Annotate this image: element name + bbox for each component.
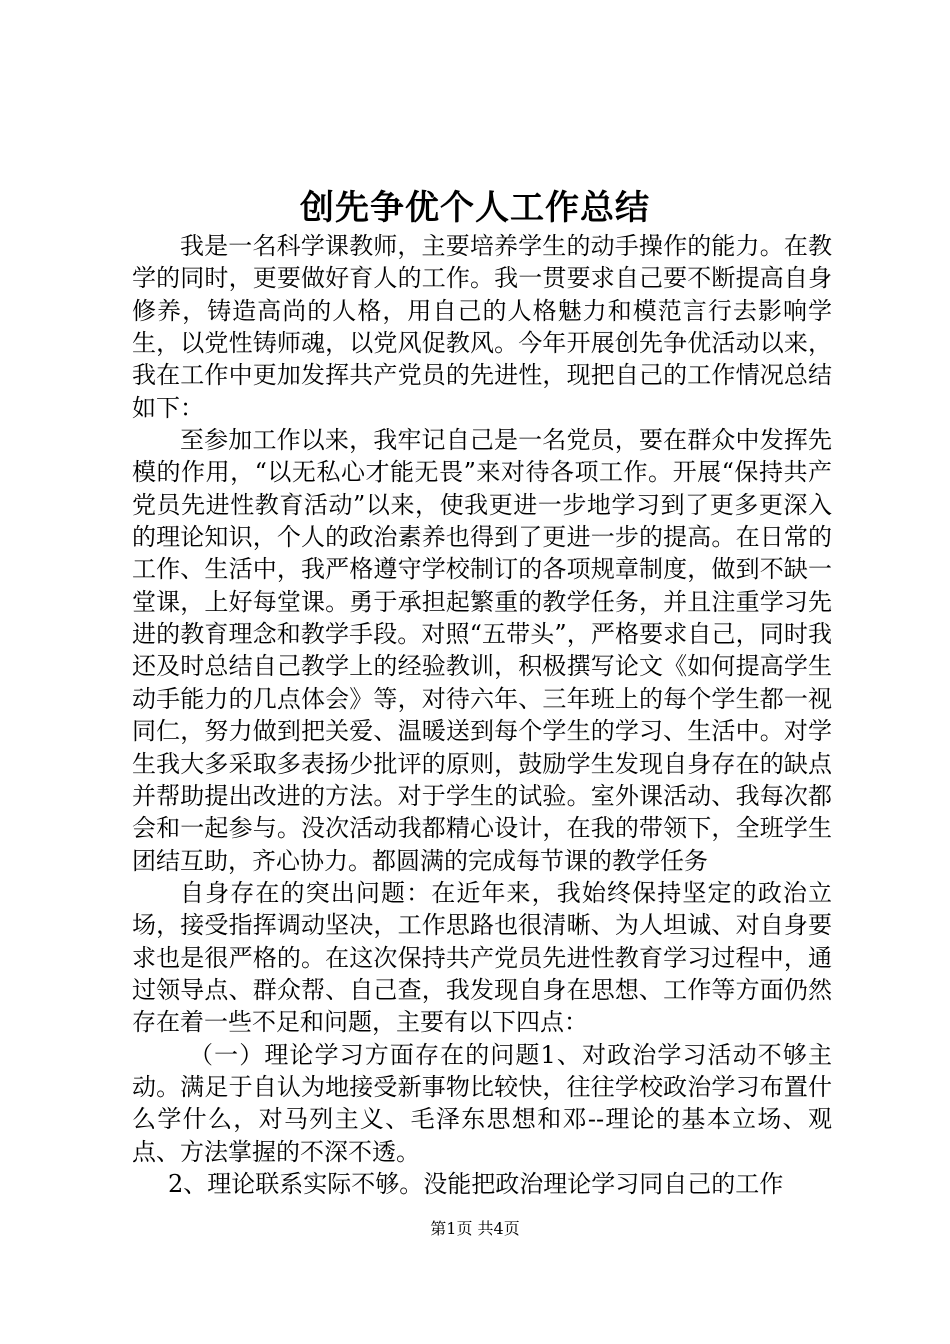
paragraph-problems: 自身存在的突出问题：在近年来，我始终保持坚定的政治立场，接受指挥调动坚决，工作思路也很清晰、为人坦诚、对自身要求也是很严格的。在这次保持共产党员先进性教育学习过程中，通过领导点、群众帮、自己查，我发现自身在思想、工作等方面仍然存在着一些不足和问题，主要有以下四点： (132, 878, 832, 1037)
document-title: 创先争优个人工作总结 (300, 188, 650, 228)
page-number-footer: 第1页 共4页 (430, 1219, 520, 1238)
paragraph-intro: 我是一名科学课教师，主要培养学生的动手操作的能力。在教学的同时，更要做好育人的工作。我一贯要求自己要不断提高自身修养，铸造高尚的人格，用自己的人格魅力和模范言行去影响学生，以党性铸师魂，以党风促教风。今年开展创先争优活动以来，我在工作中更加发挥共产党员的先进性，现把自己的工作情况总结如下： (132, 232, 832, 422)
paragraph-theory-study: （一）理论学习方面存在的问题1、对政治学习活动不够主动。满足于自认为地接受新事物比较快，往往学校政治学习布置什么学什么，对马列主义、毛泽东思想和邓--理论的基本立场、观点、方法掌握的不深不透。 (132, 1040, 832, 1166)
paragraph-work-review: 至参加工作以来，我牢记自己是一名党员，要在群众中发挥先模的作用，“以无私心才能无畏”来对待各项工作。开展“保持共产党员先进性教育活动”以来，使我更进一步地学习到了更多更深入的理论知识，个人的政治素养也得到了更进一步的提高。在日常的工作、生活中，我严格遵守学校制订的各项规章制度，做到不缺一堂课，上好每堂课。勇于承担起繁重的教学任务，并且注重学习先进的教育理念和教学手段。对照“五带头”，严格要求自己，同时我还及时总结自己教学上的经验教训，积极撰写论文《如何提高学生动手能力的几点体会》等，对待六年、三年班上的每个学生都一视同仁，努力做到把关爱、温暖送到每个学生的学习、生活中。对学生我大多采取多表扬少批评的原则，鼓励学生发现自身存在的缺点并帮助提出改进的方法。对于学生的试验。室外课活动、我每次都会和一起参与。没次活动我都精心设计，在我的带领下，全班学生团结互助，齐心协力。都圆满的完成每节课的教学任务 (132, 426, 832, 875)
document-body (132, 230, 832, 1200)
paragraph-theory-practice: 2、理论联系实际不够。没能把政治理论学习同自己的工作 (168, 1169, 784, 1198)
